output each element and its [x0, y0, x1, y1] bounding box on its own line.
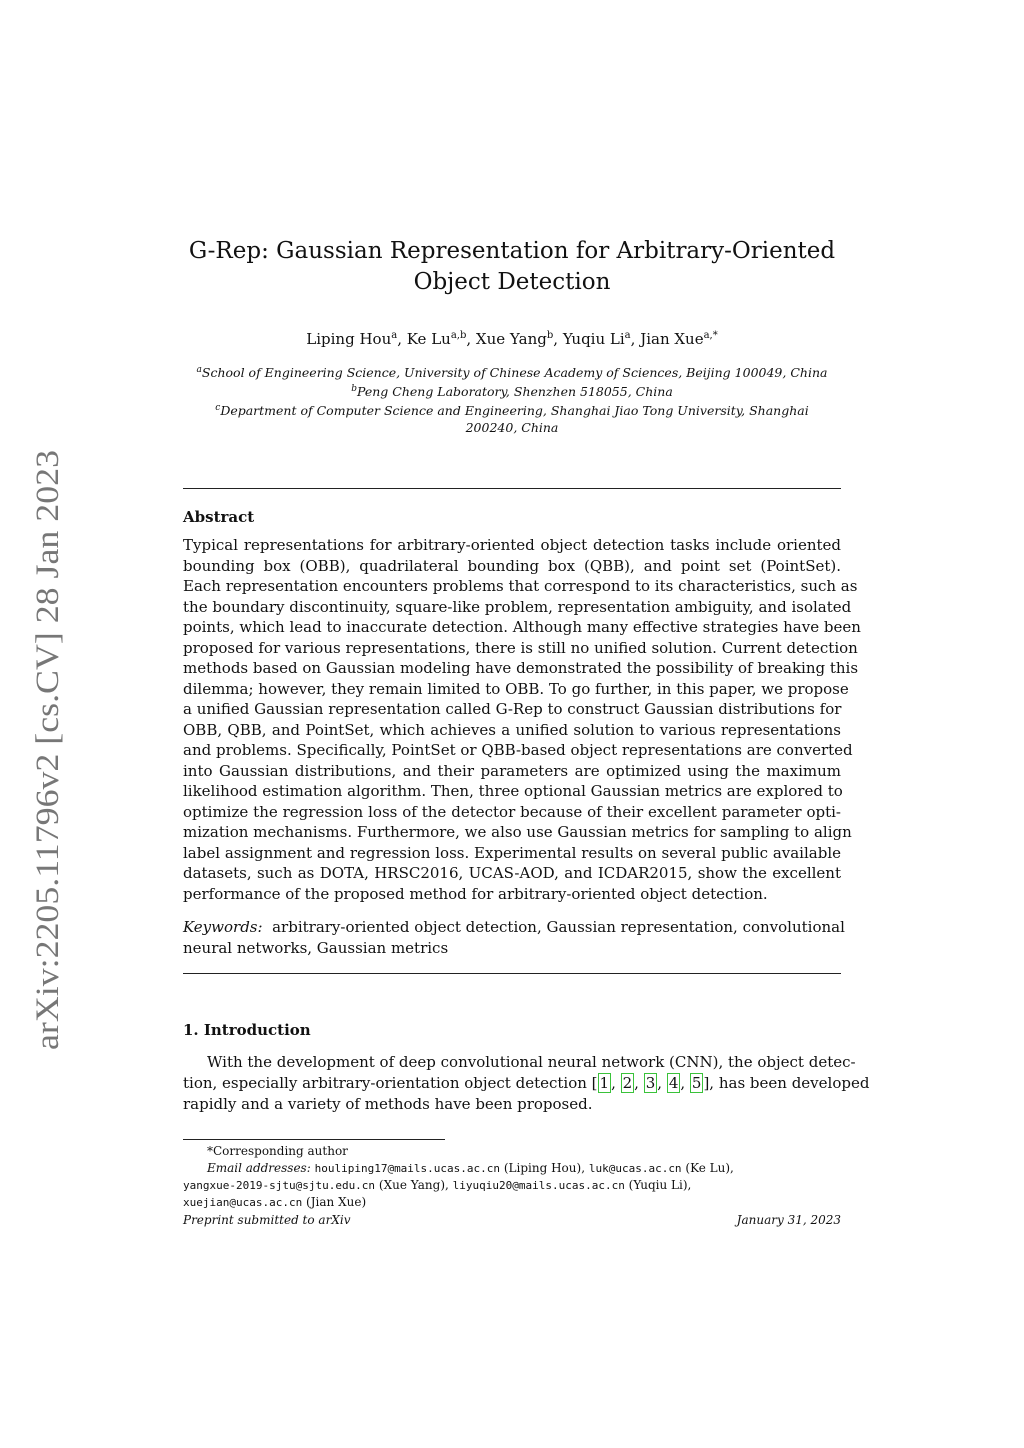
intro-text: tion, especially arbitrary-orientation object detection [	[183, 1074, 598, 1092]
abstract-line: datasets, such as DOTA, HRSC2016, UCAS-AOD, and ICDAR2015, show the excellent	[183, 864, 841, 882]
citation-link[interactable]: 5	[691, 1074, 702, 1092]
arxiv-stamp	[22, 440, 70, 1060]
affiliations	[183, 362, 841, 436]
abstract-line: proposed for various representations, there is still no unified solution. Current detection	[183, 638, 858, 657]
intro-line: rapidly and a variety of methods have been proposed.	[183, 1095, 593, 1113]
email-owner: (Jian Xue)	[306, 1195, 367, 1209]
abstract-line: Each representation encounters problems that correspond to its characteristics, such as	[183, 577, 858, 595]
footnotes	[183, 1143, 841, 1211]
paper-title	[183, 236, 841, 298]
author-name: Jian Xue	[640, 330, 704, 348]
introduction-body	[183, 1052, 870, 1115]
affil-sup: c	[215, 403, 221, 414]
author-sup: a	[391, 330, 398, 341]
author-sup: a	[624, 330, 631, 341]
author-list: Liping Hou$^a$, Ke Lu$^{a,b}$, Xue Yang$^b$, Yuqiu Li$^a$, Jian Xue$^{a,*}$	[306, 330, 718, 348]
abstract-line: the boundary discontinuity, square-like problem, representation ambiguity, and isolated	[183, 597, 852, 616]
corresponding-author-note: *Corresponding author	[207, 1144, 348, 1158]
citation-link[interactable]: 4	[668, 1074, 679, 1092]
intro-line: With the development of deep convolutional neural network (CNN), the object detec-	[207, 1053, 856, 1071]
email-owner: (Liping Hou),	[503, 1161, 586, 1175]
keywords-line	[183, 917, 845, 938]
affil-text: Department of Computer Science and Engineering, Shanghai Jiao Tong University, Shanghai	[220, 403, 809, 419]
abstract-line: bounding box (OBB), quadrilateral bounding box (QBB), and point set (PointSet).	[183, 556, 841, 575]
affil-sup: a	[196, 365, 202, 375]
affiliation-c-cont	[183, 419, 841, 436]
abstract-line: mization mechanisms. Furthermore, we also use Gaussian metrics for sampling to align	[183, 823, 852, 841]
affil-text: 200240, China	[465, 420, 559, 436]
author-sup: a,*	[703, 330, 718, 341]
affiliation-a	[183, 362, 841, 381]
abstract-top-rule	[183, 488, 841, 489]
email-line	[183, 1194, 841, 1211]
abstract-line: Typical representations for arbitrary-oriented object detection tasks include oriented	[183, 536, 841, 554]
citation-link[interactable]: 2	[622, 1074, 633, 1092]
email-link[interactable]: liyuqiu20@mails.ucas.ac.cn	[452, 1179, 625, 1192]
author-name: Xue Yang	[475, 330, 547, 348]
email-line	[183, 1177, 841, 1194]
title-line-1: G-Rep: Gaussian Representation for Arbitrary-Oriented	[188, 238, 836, 264]
email-link[interactable]: xuejian@ucas.ac.cn	[183, 1196, 303, 1209]
citation-link[interactable]: 3	[645, 1074, 656, 1092]
affil-text: Peng Cheng Laboratory, Shenzhen 518055, China	[356, 384, 673, 400]
email-owner: (Yuqiu Li),	[628, 1178, 692, 1192]
abstract-line: dilemma; however, they remain limited to OBB. To go further, in this paper, we propose	[183, 679, 849, 698]
affiliation-c	[183, 400, 841, 419]
section-heading-introduction: 1. Introduction	[183, 1021, 311, 1039]
affil-sup: b	[351, 384, 357, 395]
abstract-line: label assignment and regression loss. Experimental results on several public available	[183, 843, 841, 862]
abstract-line: performance of the proposed method for arbitrary-oriented object detection.	[183, 884, 768, 903]
email-link[interactable]: luk@ucas.ac.cn	[588, 1162, 682, 1175]
email-link[interactable]: yangxue-2019-sjtu@sjtu.edu.cn	[183, 1179, 376, 1192]
email-owner: (Ke Lu),	[685, 1161, 734, 1175]
title-line-2: Object Detection	[413, 269, 611, 295]
intro-text: ], has been developed	[703, 1074, 870, 1092]
citation-link[interactable]: 1	[599, 1074, 610, 1092]
keywords	[183, 917, 845, 958]
email-owner: (Xue Yang),	[378, 1178, 449, 1192]
abstract-bottom-rule	[183, 973, 841, 974]
abstract-line: into Gaussian distributions, and their parameters are optimized using the maximum	[183, 761, 841, 780]
abstract-body	[183, 535, 861, 904]
author-sup: b	[546, 330, 554, 341]
abstract-line: methods based on Gaussian modeling have demonstrated the possibility of breaking this	[183, 659, 859, 677]
author-name: Yuqiu Li	[562, 330, 625, 348]
affil-text: School of Engineering Science, University of Chinese Academy of Sciences, Beijing 100049, China	[201, 365, 828, 381]
affiliation-b	[183, 381, 841, 400]
preprint-note: Preprint submitted to arXiv	[183, 1213, 351, 1227]
abstract-line: OBB, QBB, and PointSet, which achieves a unified solution to various representations	[183, 720, 841, 739]
author-name: Liping Hou	[306, 330, 392, 348]
abstract-line: points, which lead to inaccurate detection. Although many effective strategies have been	[183, 618, 861, 636]
email-line	[183, 1160, 841, 1177]
email-link[interactable]: houliping17@mails.ucas.ac.cn	[314, 1162, 501, 1175]
keywords-text: arbitrary-oriented object detection, Gaussian representation, convolutional	[272, 918, 845, 936]
footer-date: January 31, 2023	[736, 1213, 841, 1227]
email-label: Email addresses:	[207, 1161, 311, 1175]
footnote-rule	[183, 1139, 445, 1140]
abstract-line: a unified Gaussian representation called G-Rep to construct Gaussian distributions for	[183, 700, 842, 718]
keywords-label: Keywords:	[183, 918, 263, 936]
page-footer	[183, 1212, 841, 1229]
keywords-line: neural networks, Gaussian metrics	[183, 938, 449, 957]
arxiv-stamp-text: arXiv:2205.11796v2 [cs.CV] 28 Jan 2023	[30, 497, 66, 1050]
abstract-line: and problems. Specifically, PointSet or QBB-based object representations are converted	[183, 741, 853, 759]
abstract-line: likelihood estimation algorithm. Then, three optional Gaussian metrics are explored to	[183, 782, 843, 800]
author-name: Ke Lu	[406, 330, 451, 348]
author-sup: a,b	[450, 330, 467, 341]
abstract-heading: Abstract	[183, 508, 255, 526]
abstract-line: optimize the regression loss of the detector because of their excellent parameter opti-	[183, 802, 841, 821]
intro-line: tion, especially arbitrary-orientation object detection [ 1 , 2 , 3 , 4 , 5 ], has been developed	[183, 1074, 870, 1092]
